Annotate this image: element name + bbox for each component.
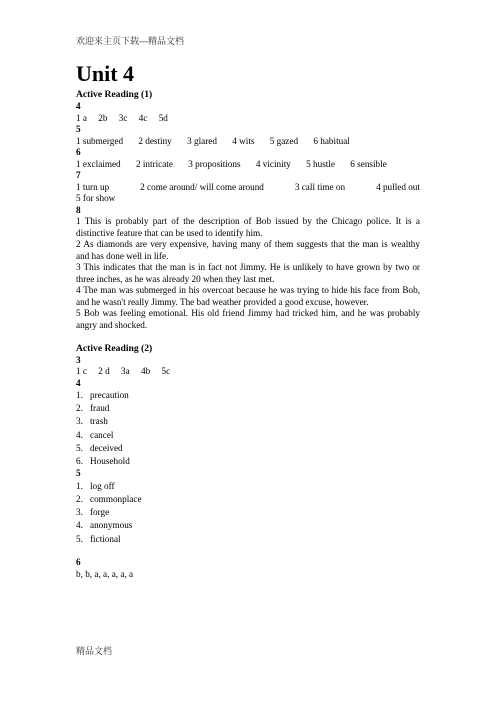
list-item: 2. fraud: [76, 403, 110, 414]
answer: 4 vicinity: [255, 158, 291, 169]
list-item: 1. precaution: [76, 390, 129, 400]
exercise-number: 6: [76, 147, 81, 157]
spacer: [76, 331, 420, 343]
answer: 3c: [118, 112, 128, 123]
answer-list: [76, 389, 420, 468]
answer-paragraph: 2 As diamonds are very expensive, having many of them suggests that the man is wealthy and has done well in life.: [76, 239, 420, 261]
answer: 3 glared: [187, 135, 217, 146]
answer: 5c: [161, 366, 171, 376]
answer: 3a: [121, 366, 130, 376]
answer-row: [76, 136, 420, 148]
answer: 5 hustle: [306, 158, 335, 169]
answer-row: [76, 366, 420, 378]
unit-title: Unit 4: [76, 61, 135, 86]
answer-row: 5 for show: [76, 193, 116, 203]
exercise-number: 4: [76, 377, 81, 388]
answer: 4 wits: [232, 135, 255, 146]
page-footer: 精品文档: [76, 646, 113, 656]
exercise-number: 6: [76, 557, 81, 568]
exercise-number: 5: [76, 468, 81, 479]
answer: 1 turn up: [76, 181, 110, 192]
list-item: 3. forge: [76, 507, 110, 518]
exercise-number: 8: [76, 204, 81, 215]
answer-paragraph: 5 Bob was feeling emotional. His old friend Jimmy had tricked him, and he was probably angry and shocked.: [76, 308, 420, 330]
list-item: 4. cancel: [76, 429, 114, 440]
answer: 2 destiny: [138, 135, 172, 146]
answer: 1 c: [76, 366, 87, 376]
document-body: [76, 62, 420, 580]
answer: 2 intricate: [135, 158, 173, 169]
page-header: 欢迎来主页下载---精品文档: [76, 36, 184, 46]
list-item: 5. fictional: [76, 533, 121, 544]
answer: 2 come around/ will come around: [140, 181, 264, 192]
answer: 1 exclaimed: [76, 158, 121, 169]
answer: 2b: [98, 112, 108, 123]
answer-paragraph: 4 The man was submerged in his overcoat because he was trying to hide his face from Bob, and he wasn't really Jimmy. The bad weather provided a good excuse, however.: [76, 285, 420, 307]
list-item: 1. log off: [76, 480, 115, 491]
exercise-number: 3: [76, 354, 81, 365]
answer: 6 sensible: [350, 158, 387, 169]
list-item: 5. deceived: [76, 442, 123, 453]
answer: 4c: [138, 112, 148, 123]
answer-row: [76, 159, 420, 171]
exercise-number: 7: [76, 170, 81, 180]
answer: 3 propositions: [188, 158, 241, 169]
section-heading-active-reading-1: Active Reading (1): [76, 89, 153, 100]
answer-paragraph: 3 This indicates that the man is in fact not Jimmy. He is unlikely to have grown by two or three inches, as he was already 20 when they last met.: [76, 262, 420, 284]
answer: 5 gazed: [269, 135, 299, 146]
answer-row: b, b, a, a, a, a, a: [76, 568, 134, 579]
answer: 5d: [158, 112, 168, 123]
list-item: 6. Household: [76, 456, 130, 467]
exercise-number: 5: [76, 124, 81, 134]
answer: 3 call time on: [294, 181, 346, 192]
answer: 4b: [141, 366, 151, 376]
answer: 4 pulled out: [376, 181, 420, 192]
list-item: 3. trash: [76, 416, 108, 427]
answer: 1 a: [76, 112, 87, 123]
exercise-number: 4: [76, 101, 81, 111]
answer-list: [76, 480, 420, 546]
answer-paragraph: 1 This is probably part of the description of Bob issued by the Chicago police. It is a distinctive feature that can be used to identify him.: [76, 216, 420, 238]
spacer: [76, 546, 420, 558]
list-item: 2. commonplace: [76, 493, 142, 504]
answer: 2 d: [98, 366, 110, 376]
section-heading-active-reading-2: Active Reading (2): [76, 342, 153, 354]
list-item: 4. anonymous: [76, 520, 133, 531]
answer: 6 habitual: [313, 135, 350, 146]
answer-row: [76, 113, 420, 125]
answer: 1 submerged: [76, 135, 124, 146]
answer-row: [76, 182, 420, 194]
